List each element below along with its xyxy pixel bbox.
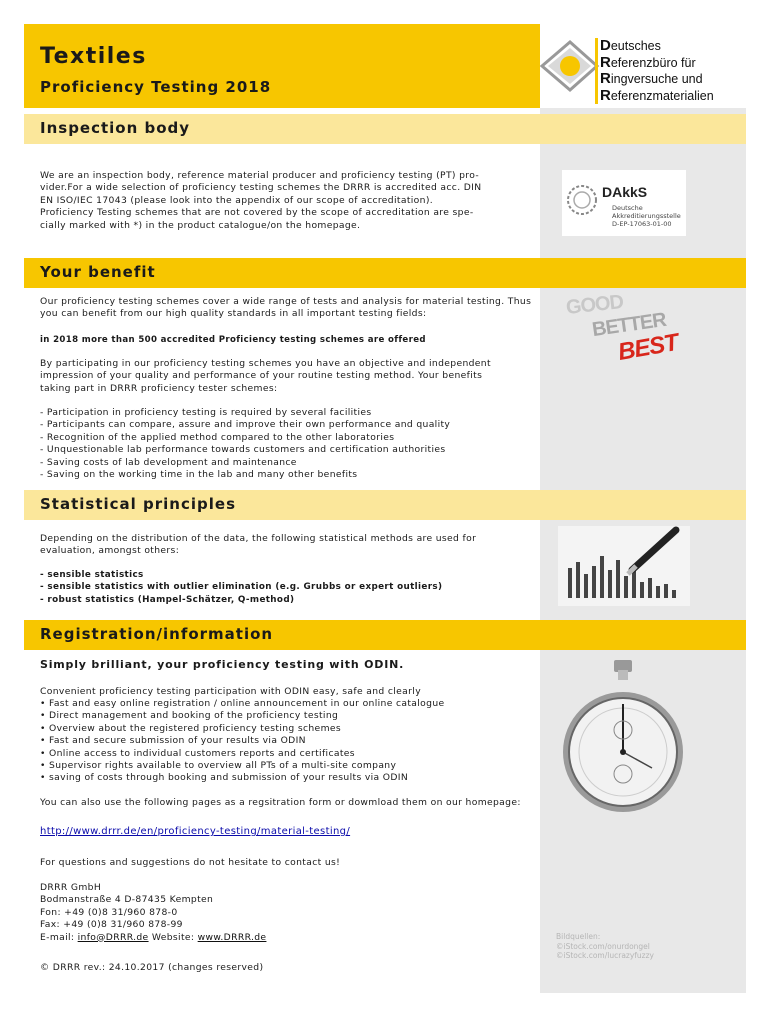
stopwatch-photo [556, 656, 690, 830]
list-item: - Participants can compare, assure and improve their own performance and quality [40, 419, 451, 431]
section-header-inspection [24, 114, 746, 144]
benefit-intro [40, 296, 540, 321]
logo-accent-bar [595, 38, 598, 104]
text-line: cially marked with *) in the product catalogue/on the homepage. [40, 219, 361, 231]
list-item: - sensible statistics [40, 570, 144, 580]
list-item: - sensible statistics with outlier elimination (e.g. Grubbs or expert outliers) [40, 582, 443, 593]
section-title-statistics: Statistical principles [40, 495, 236, 513]
company-web-line [40, 932, 530, 944]
list-item: • Fast and secure submission of your results via ODIN [40, 735, 306, 747]
section-header-benefit [24, 258, 746, 288]
logo-text-3: ingversuche und [610, 72, 703, 86]
company-phone: Fon: +49 (0)8 31/960 878-0 [40, 906, 178, 918]
registration-link-wrap [40, 826, 530, 838]
list-item: - Unquestionable lab performance towards customers and certification authorities [40, 444, 446, 456]
drrr-logo-mark [540, 24, 600, 108]
section-title-registration: Registration/information [40, 625, 274, 643]
registration-list [40, 698, 530, 785]
text-line: Depending on the distribution of the data, the following statistical methods are used for [40, 533, 477, 544]
text-line: EN ISO/IEC 17043 (please look into the appendix of our scope of accreditation). [40, 194, 434, 206]
list-item: • saving of costs through booking and submission of your results via ODIN [40, 772, 409, 784]
email-link[interactable]: info@DRRR.de [77, 931, 149, 943]
website-link[interactable]: www.DRRR.de [197, 931, 267, 943]
registration-intro: Convenient proficiency testing participation with ODIN easy, safe and clearly [40, 686, 421, 697]
email-label: E-mail: [40, 931, 75, 943]
list-item: • Supervisor rights available to overview all PTs of a multi-site company [40, 760, 397, 772]
good-better-best-graphic [558, 290, 698, 374]
contact-note: For questions and suggestions do not hesitate to contact us! [40, 857, 341, 868]
graphic-better: BETTER [590, 308, 668, 342]
material-testing-link[interactable]: http://www.drrr.de/en/proficiency-testing/material-testing/ [40, 826, 351, 837]
website-label: Website: [151, 931, 195, 943]
registration-subtitle: Simply brilliant, your proficiency testing with ODIN. [40, 658, 405, 671]
list-item: - Saving costs of lab development and maintenance [40, 456, 297, 468]
chart-pen-illustration [558, 526, 690, 606]
section-header-statistics [24, 490, 746, 520]
logo-cap-3: R [600, 70, 611, 87]
logo-text-4: eferenzmaterialien [610, 88, 714, 103]
registration-form-note: You can also use the following pages as a regsitration form or dowmload them on our homepage: [40, 797, 521, 808]
list-item: - Saving on the working time in the lab and many other benefits [40, 469, 358, 481]
drrr-logo [540, 24, 746, 108]
text-line: evaluation, amongst others: [40, 545, 180, 557]
text-line: vider.For a wide selection of proficiency testing schemes the DRRR is accredited acc. DIN [40, 182, 482, 194]
text-line: you can benefit from our high quality standards in all important testing fields: [40, 308, 427, 320]
list-item: - robust statistics (Hampel-Schätzer, Q-method) [40, 594, 295, 605]
section-title-inspection: Inspection body [40, 119, 191, 137]
text-line: impression of your quality and performance of your routine testing method. Your benefits [40, 370, 483, 382]
company-address: Bodmanstraße 4 D-87435 Kempten [40, 894, 214, 906]
dakks-name: DAkkS [602, 184, 648, 200]
section-title-benefit: Your benefit [40, 263, 156, 281]
text-line: taking part in DRRR proficiency tester schemes: [40, 382, 278, 394]
company-name: DRRR GmbH [40, 882, 102, 893]
list-item: • Online access to individual customers reports and certificates [40, 747, 355, 759]
stopwatch-illustration [556, 656, 690, 830]
chart-pen-photo [558, 526, 690, 606]
list-item: • Direct management and booking of the proficiency testing [40, 710, 339, 722]
logo-text-1: eutsches [610, 39, 661, 53]
dakks-line-3: D-EP-17063-01-00 [612, 220, 672, 228]
dakks-badge [562, 170, 686, 236]
dakks-line-2: Akkreditierungsstelle [612, 212, 681, 220]
text-line: We are an inspection body, reference material producer and proficiency testing (PT) pro- [40, 170, 480, 181]
page-subtitle: Proficiency Testing 2018 [40, 78, 272, 96]
logo-text-2: eferenzbüro für [610, 55, 696, 70]
contact-block [40, 882, 530, 944]
company-fax: Fax: +49 (0)8 31/960 878-99 [40, 919, 183, 931]
page-header [24, 24, 540, 108]
logo-cap-4: R [600, 86, 611, 104]
graphic-good: GOOD [564, 291, 625, 319]
list-item: - Participation in proficiency testing is required by several facilities [40, 407, 372, 418]
benefit-list [40, 407, 530, 481]
list-item: - Recognition of the applied method compared to the other laboratories [40, 431, 395, 443]
dakks-line-1: Deutsche [612, 204, 643, 212]
statistics-intro [40, 533, 530, 558]
benefit-highlight: in 2018 more than 500 accredited Proficiency testing schemes are offered [40, 335, 426, 345]
graphic-best: BEST [616, 329, 680, 367]
list-item: • Overview about the registered proficiency testing schemes [40, 722, 342, 734]
logo-cap-2: R [600, 53, 611, 71]
inspection-text [40, 170, 530, 232]
page-title: Textiles [40, 44, 147, 69]
credit-line: ©iStock.com/onurdongel [556, 941, 650, 951]
text-line: Our proficiency testing schemes cover a wide range of tests and analysis for material testing. Thus [40, 296, 532, 307]
logo-cap-1: D [600, 37, 611, 54]
credit-line: Bildquellen: [556, 932, 601, 941]
text-line: By participating in our proficiency testing schemes you have an objective and independent [40, 358, 491, 369]
footer-copyright: © DRRR rev.: 24.10.2017 (changes reserved) [40, 962, 264, 973]
text-line: Proficiency Testing schemes that are not covered by the scope of accreditation are spe- [40, 207, 474, 219]
credit-line: ©iStock.com/lucrazyfuzzy [556, 951, 654, 960]
benefit-para [40, 358, 530, 395]
section-header-registration [24, 620, 746, 650]
list-item: • Fast and easy online registration / online announcement in our online catalogue [40, 698, 445, 709]
image-credits [556, 932, 654, 961]
statistics-list [40, 569, 530, 606]
